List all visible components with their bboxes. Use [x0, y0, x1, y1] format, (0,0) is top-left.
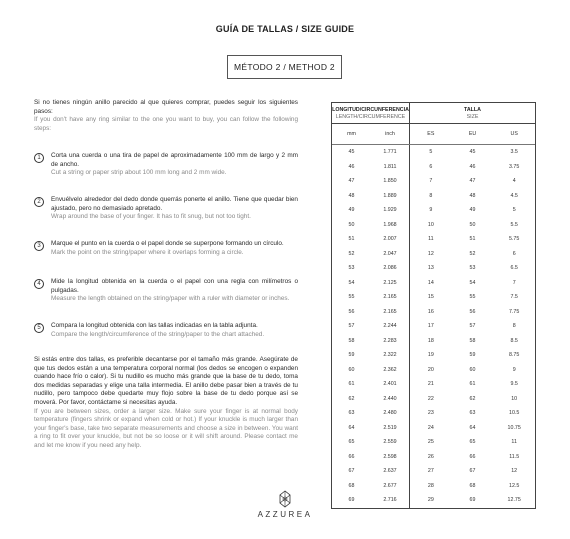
- col-us: US: [510, 131, 518, 137]
- step-1: [34, 152, 298, 178]
- col-eu: EU: [468, 131, 477, 137]
- cell-eu: 51: [469, 236, 476, 243]
- table-row: [332, 160, 535, 175]
- header-length-sub: LENGTH/CIRCUMFERENCE: [335, 113, 406, 120]
- cell-eu: 60: [469, 366, 476, 373]
- intro-en: If you don't have any ring similar to the one you want to buy, you can follow the following steps:: [34, 116, 298, 132]
- cell-inch: 2.440: [371, 392, 410, 407]
- cell-us: 12: [511, 468, 518, 475]
- cell-es: 11: [428, 236, 434, 243]
- cell-eu: 53: [469, 265, 476, 272]
- step-number: 5: [34, 323, 44, 333]
- cell-eu: 47: [469, 178, 476, 185]
- size-table: [331, 102, 536, 509]
- cell-us: 4.5: [510, 192, 518, 199]
- step-text-es: Mide la longitud obtenida en la cuerda o el papel con una regla con milímetros o pulgadas.: [51, 278, 298, 294]
- cell-es: 15: [427, 294, 434, 301]
- table-row: [332, 290, 535, 305]
- step-text-es: Compara la longitud obtenida con las tallas indicadas en la tabla adjunta.: [51, 322, 258, 329]
- cell-us: 5: [512, 207, 516, 214]
- cell-mm: 53: [348, 265, 355, 272]
- cell-es: 26: [427, 453, 434, 460]
- table-row: [332, 392, 535, 407]
- table-row: [332, 218, 535, 233]
- method-label: MÉTODO 2 / METHOD 2: [227, 55, 342, 79]
- cell-us: 11: [511, 439, 517, 446]
- step-text-es: Envuélvelo alrededor del dedo donde querrás ponerte el anillo. Tiene que quedar bien ajustado, pero no demasiado apretado.: [51, 196, 298, 212]
- step-3: [34, 240, 298, 257]
- cell-eu: 50: [469, 221, 476, 228]
- col-es: ES: [427, 131, 435, 137]
- cell-us: 10.75: [507, 424, 521, 431]
- cell-eu: 56: [469, 308, 476, 315]
- table-row: [332, 174, 535, 189]
- cell-mm: 66: [348, 453, 355, 460]
- table-row: [332, 435, 535, 450]
- step-number: 1: [34, 153, 44, 163]
- cell-mm: 62: [348, 395, 355, 402]
- table-row: [332, 334, 535, 349]
- cell-mm: 49: [348, 207, 355, 214]
- cell-eu: 57: [469, 323, 476, 330]
- column-headers: [332, 124, 535, 145]
- cell-inch: 2.086: [371, 261, 410, 276]
- page-title: GUÍA DE TALLAS / SIZE GUIDE: [215, 24, 355, 34]
- col-inch: inch: [371, 124, 410, 144]
- cell-inch: 2.401: [371, 377, 410, 392]
- cell-eu: 59: [469, 352, 476, 359]
- cell-mm: 57: [348, 323, 355, 330]
- cell-es: 24: [427, 424, 434, 431]
- cell-es: 9: [429, 207, 433, 214]
- table-row: [332, 421, 535, 436]
- table-row: [332, 261, 535, 276]
- cell-eu: 52: [469, 250, 476, 257]
- cell-eu: 64: [469, 424, 476, 431]
- cell-eu: 66: [469, 453, 476, 460]
- cell-inch: 2.362: [371, 363, 410, 378]
- step-text-en: Mark the point on the string/paper where it overlaps forming a circle.: [51, 248, 244, 256]
- cell-eu: 67: [469, 468, 476, 475]
- table-row: [332, 232, 535, 247]
- cell-eu: 69: [469, 497, 476, 504]
- cell-us: 8.75: [509, 352, 520, 359]
- cell-mm: 68: [348, 482, 355, 489]
- brand-logo: [0, 490, 570, 519]
- cell-inch: 1.850: [371, 174, 410, 189]
- cell-mm: 47: [348, 178, 355, 185]
- cell-us: 9: [512, 366, 516, 373]
- cell-mm: 69: [348, 497, 355, 504]
- cell-es: 5: [429, 149, 433, 156]
- cell-eu: 68: [469, 482, 476, 489]
- notes: [34, 356, 298, 451]
- cell-inch: 2.598: [371, 450, 410, 465]
- cell-es: 16: [427, 308, 434, 315]
- cell-us: 10: [511, 395, 518, 402]
- cell-inch: 2.716: [371, 493, 410, 508]
- cell-es: 25: [427, 439, 434, 446]
- cell-inch: 1.929: [371, 203, 410, 218]
- cell-es: 14: [427, 279, 434, 286]
- cell-inch: 2.637: [371, 464, 410, 479]
- cell-eu: 45: [469, 149, 476, 156]
- step-4: [34, 278, 298, 304]
- cell-es: 22: [427, 395, 434, 402]
- cell-us: 6: [512, 250, 516, 257]
- table-row: [332, 464, 535, 479]
- cell-inch: 2.165: [371, 305, 410, 320]
- cell-us: 3.75: [509, 163, 520, 170]
- cell-es: 12: [427, 250, 434, 257]
- cell-mm: 54: [348, 279, 355, 286]
- step-number: 4: [34, 279, 44, 289]
- cell-mm: 45: [348, 149, 355, 156]
- cell-us: 12.5: [509, 482, 520, 489]
- cell-us: 7.75: [509, 308, 520, 315]
- cell-inch: 1.771: [371, 145, 410, 160]
- cell-inch: 2.125: [371, 276, 410, 291]
- cell-mm: 56: [348, 308, 355, 315]
- header-size-sub: SIZE: [466, 113, 479, 120]
- cell-us: 10.5: [509, 410, 520, 417]
- cell-mm: 51: [348, 236, 355, 243]
- cell-eu: 62: [469, 395, 476, 402]
- cell-us: 5.5: [510, 221, 518, 228]
- table-row: [332, 450, 535, 465]
- table-row: [332, 189, 535, 204]
- step-number: 3: [34, 241, 44, 251]
- table-row: [332, 406, 535, 421]
- cell-mm: 48: [348, 192, 355, 199]
- cell-inch: 2.559: [371, 435, 410, 450]
- cell-eu: 46: [469, 163, 476, 170]
- cell-inch: 2.007: [371, 232, 410, 247]
- cell-us: 12.75: [507, 497, 521, 504]
- table-row: [332, 305, 535, 320]
- intro-es: Si no tienes ningún anillo parecido al que quieres comprar, puedes seguir los siguientes pasos:: [34, 99, 298, 115]
- cell-mm: 59: [348, 352, 355, 359]
- table-row: [332, 145, 535, 160]
- cell-eu: 49: [469, 207, 476, 214]
- cell-inch: 2.519: [371, 421, 410, 436]
- cell-es: 29: [427, 497, 434, 504]
- table-header: [332, 103, 535, 124]
- cell-mm: 67: [348, 468, 355, 475]
- cell-mm: 58: [348, 337, 355, 344]
- cell-inch: 2.283: [371, 334, 410, 349]
- cell-eu: 63: [469, 410, 476, 417]
- table-row: [332, 203, 535, 218]
- cell-inch: 1.968: [371, 218, 410, 233]
- step-text-es: Marque el punto en la cuerda o el papel donde se superpone formando un círculo.: [51, 240, 284, 247]
- step-text-en: Wrap around the base of your finger. It has to fit snug, but not too tight.: [51, 213, 251, 221]
- cell-es: 13: [427, 265, 434, 272]
- header-size: TALLA: [464, 107, 481, 113]
- cell-mm: 64: [348, 424, 355, 431]
- step-text-en: Cut a string or paper strip about 100 mm long and 2 mm wide.: [51, 169, 227, 177]
- cell-inch: 2.165: [371, 290, 410, 305]
- cell-eu: 55: [469, 294, 476, 301]
- cell-es: 28: [427, 482, 434, 489]
- cell-es: 6: [429, 163, 433, 170]
- cell-inch: 2.047: [371, 247, 410, 262]
- cell-us: 11.5: [509, 453, 520, 460]
- cell-eu: 54: [469, 279, 476, 286]
- intro: [34, 99, 298, 133]
- cell-mm: 52: [348, 250, 355, 257]
- cell-eu: 61: [469, 381, 476, 388]
- cell-mm: 60: [348, 366, 355, 373]
- cell-us: 9.5: [510, 381, 518, 388]
- cell-us: 7.5: [510, 294, 518, 301]
- cell-us: 6.5: [510, 265, 518, 272]
- table-row: [332, 247, 535, 262]
- header-length: LONGITUD/CIRCUNFERENCIA: [332, 107, 409, 113]
- cell-inch: 2.677: [371, 479, 410, 494]
- step-text-en: Compare the length/circumference of the string/paper to the chart attached.: [51, 330, 265, 338]
- cell-eu: 65: [469, 439, 476, 446]
- cell-mm: 63: [348, 410, 355, 417]
- cell-inch: 2.480: [371, 406, 410, 421]
- cell-es: 21: [427, 381, 434, 388]
- col-mm: mm: [347, 131, 356, 137]
- cell-mm: 61: [348, 381, 355, 388]
- cell-us: 8: [512, 323, 516, 330]
- table-row: [332, 348, 535, 363]
- table-row: [332, 319, 535, 334]
- cell-mm: 46: [348, 163, 355, 170]
- cell-es: 18: [427, 337, 434, 344]
- cell-us: 4: [512, 178, 516, 185]
- cell-eu: 48: [469, 192, 476, 199]
- notes-es: Si estás entre dos tallas, es preferible decantarse por el tamaño más grande. Asegúrate de que tus dedos están a una temperatura corporal normal (los dedos se encogen o expanden cuando hace frío o calor). Si tu nudillo es mucho más grande que la base de tu dedo, toma dos medidas separadas y elige una talla intermedia. El anillo debe pasar bien a través de tu nudillo, pero tampoco debe quedarte muy flojo sobre la base de tu dedo porque así se moverá. Por favor, contáctame si necesitas ayuda.: [34, 356, 298, 406]
- step-text-es: Corta una cuerda o una tira de papel de aproximadamente 100 mm de largo y 2 mm de ancho.: [51, 152, 298, 168]
- cell-inch: 1.811: [371, 160, 410, 175]
- table-row: [332, 377, 535, 392]
- cell-inch: 2.244: [371, 319, 410, 334]
- cell-mm: 50: [348, 221, 355, 228]
- cell-es: 19: [427, 352, 434, 359]
- cell-es: 20: [427, 366, 434, 373]
- cell-eu: 58: [469, 337, 476, 344]
- brand-emblem-icon: [277, 490, 293, 508]
- step-5: [34, 322, 298, 339]
- step-number: 2: [34, 197, 44, 207]
- cell-es: 27: [427, 468, 434, 475]
- brand-name: AZZUREA: [257, 510, 313, 519]
- table-body: [332, 145, 535, 508]
- notes-en: If you are between sizes, order a larger size. Make sure your finger is at normal body temperature (fingers shrink or expand when cold or hot.) If your knuckle is much larger than your finger's base, take two separate measurements and choose a size in between. You want a ring to fit over your knuckle, but not be so loose or it will shift around. Please contact me and let me know if you need any help.: [34, 407, 298, 449]
- cell-es: 10: [427, 221, 434, 228]
- cell-es: 8: [429, 192, 433, 199]
- cell-inch: 1.889: [371, 189, 410, 204]
- cell-es: 17: [427, 323, 434, 330]
- cell-us: 7: [512, 279, 516, 286]
- cell-mm: 55: [348, 294, 355, 301]
- cell-us: 3.5: [510, 149, 518, 156]
- table-row: [332, 276, 535, 291]
- cell-es: 23: [427, 410, 434, 417]
- cell-es: 7: [429, 178, 433, 185]
- cell-us: 8.5: [510, 337, 518, 344]
- cell-mm: 65: [348, 439, 355, 446]
- cell-inch: 2.322: [371, 348, 410, 363]
- cell-us: 5.75: [509, 236, 520, 243]
- step-2: [34, 196, 298, 222]
- step-text-en: Measure the length obtained on the string/paper with a ruler with diameter or inches.: [51, 295, 290, 303]
- table-row: [332, 363, 535, 378]
